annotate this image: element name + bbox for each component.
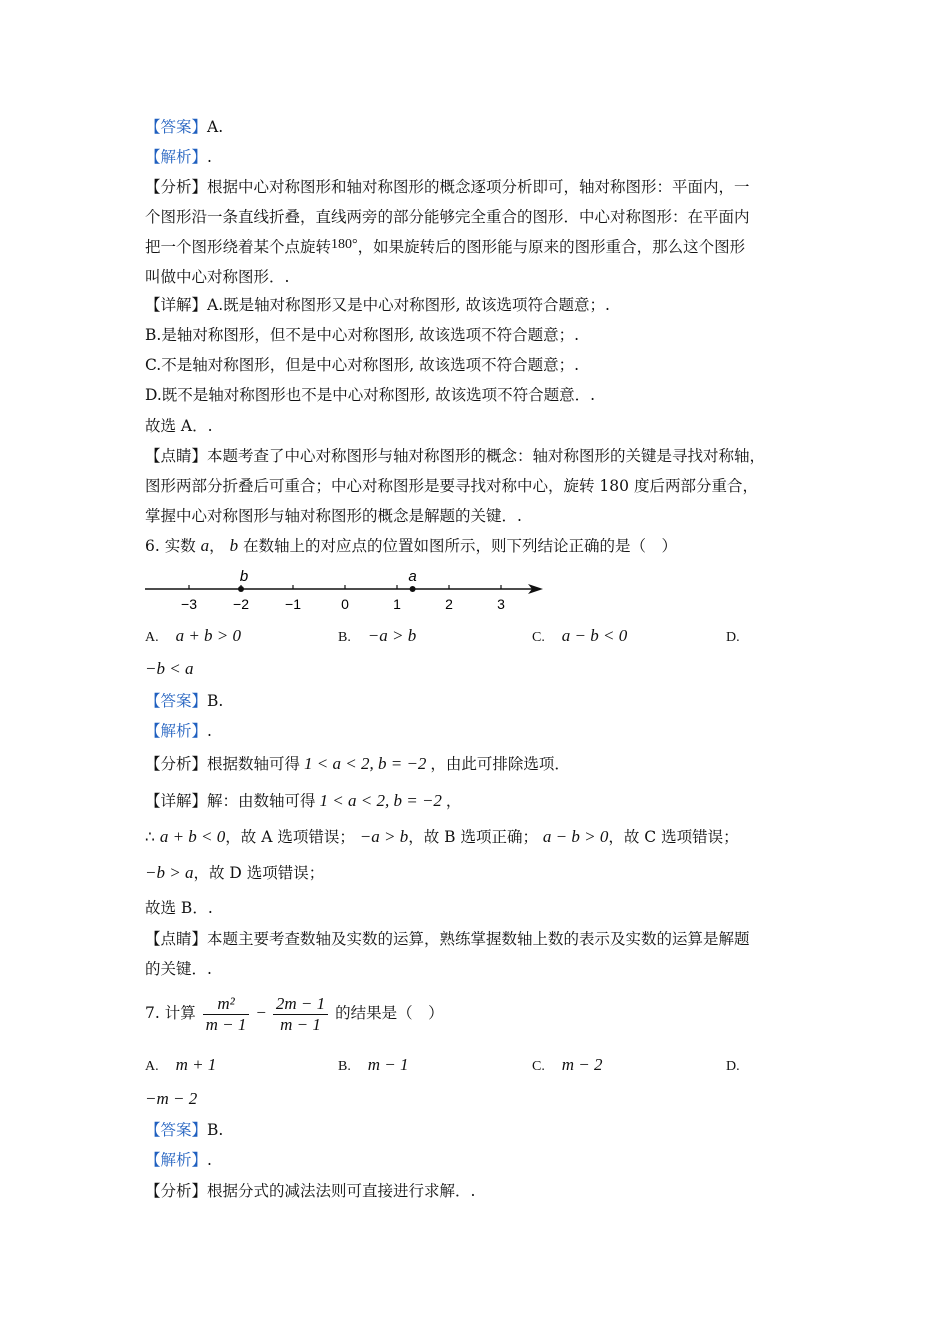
fenxi-text: ，如果旋转后的图形能与原来的图形重合，那么这个图形: [357, 238, 746, 256]
fraction-1: [203, 994, 250, 1035]
q5-choose: 故选 A．.: [145, 417, 213, 435]
dianjing-text: 本题主要考查数轴及实数的运算，熟练掌握数轴上数的表示及实数的运算是解题: [207, 930, 750, 948]
dianjing-tag: 【点睛】: [145, 447, 208, 465]
minus-sign: −: [256, 1003, 266, 1022]
fenxi-text: 根据数轴可得: [207, 755, 301, 773]
verdict-1: ，故 A 选项错误；: [225, 828, 355, 846]
option-expr: −b < a: [145, 659, 194, 678]
q6-option-a: [145, 625, 241, 649]
verdict-3: ，故 C 选项错误；: [608, 828, 739, 846]
q6-option-d-label: [726, 625, 740, 649]
q7-answer-line: [145, 1119, 223, 1141]
dianjing-tag: 【点睛】: [145, 930, 208, 948]
q5-answer-line: [145, 116, 223, 138]
xiangjie-math: 1 < a < 2, b = −2: [319, 791, 442, 810]
fenxi-text: ，由此可排除选项．: [430, 755, 570, 773]
option-label: B.: [338, 1059, 351, 1074]
xiangjie-text: 解：由数轴可得: [207, 792, 316, 810]
answer-value: B.: [207, 692, 224, 710]
q6-stem: [145, 535, 677, 557]
q5-option-c-analysis: C.不是轴对称图形，但是中心对称图形, 故该选项不符合题意；.: [145, 356, 580, 374]
q5-fenxi-line-4: 叫做中心对称图形．.: [145, 268, 290, 286]
answer-tag: 【答案】: [145, 1121, 208, 1139]
q6-jiexi-line: [145, 720, 212, 742]
q6-therefore-line: [145, 826, 739, 848]
fenxi-text: 把一个图形绕着某个点旋转: [145, 238, 332, 256]
stem-text: 6. 实数: [145, 537, 196, 555]
number-line-figure: [140, 565, 560, 615]
fenxi-text: 根据分式的减法法则可直接进行求解．.: [207, 1182, 476, 1200]
fenxi-math: 1 < a < 2, b = −2: [304, 754, 427, 773]
xiangjie-tag: 【详解】: [145, 792, 208, 810]
q6-option-c: [532, 625, 627, 649]
option-label: D.: [726, 630, 740, 645]
xiangjie-text: A.既是轴对称图形又是中心对称图形, 故该选项符合题意；.: [207, 296, 610, 314]
jiexi-tag: 【解析】: [145, 1151, 208, 1169]
q6-therefore-line-2: [145, 862, 324, 884]
answer-value: B.: [207, 1121, 224, 1139]
xiangjie-tag: 【详解】: [145, 296, 208, 314]
xiangjie-text: ，: [445, 792, 462, 810]
fraction-2: [273, 994, 328, 1035]
q5-option-d-analysis: D.既不是轴对称图形也不是中心对称图形, 故该选项不符合题意．.: [145, 386, 596, 404]
answer-value: A.: [207, 118, 224, 136]
q5-fenxi-line-3: [145, 236, 745, 260]
q5-option-b-analysis: B.是轴对称图形，但不是中心对称图形, 故该选项不符合题意；.: [145, 326, 580, 344]
q7-option-d-expr: [145, 1088, 197, 1110]
verdict-2: ，故 B 选项正确；: [408, 828, 538, 846]
point-a-label: a: [408, 568, 417, 585]
q7-option-b: [338, 1054, 409, 1078]
option-expr: a + b > 0: [175, 626, 242, 645]
fraction-2-denominator: m − 1: [280, 1014, 321, 1034]
q6-dianjing-line-2: 的关键．.: [145, 960, 212, 978]
fenxi-tag: 【分析】: [145, 755, 208, 773]
expr-4: −b > a: [145, 863, 194, 882]
option-expr: −m − 2: [145, 1089, 198, 1108]
point-b: [238, 586, 244, 592]
q5-dianjing-line-3: 掌握中心对称图形与轴对称图形的概念是解题的关键．.: [145, 507, 522, 525]
therefore-symbol: ∴: [145, 828, 155, 846]
fenxi-tag: 【分析】: [145, 1182, 208, 1200]
expr-1: a + b < 0: [159, 827, 226, 846]
tick-label: −3: [181, 596, 197, 612]
answer-tag: 【答案】: [145, 118, 208, 136]
q7-option-a: [145, 1054, 216, 1078]
option-label: C.: [532, 630, 545, 645]
q6-choose: 故选 B．.: [145, 899, 213, 917]
q7-stem: [145, 990, 444, 1036]
q6-xiangjie-line: [145, 790, 461, 812]
dianjing-text: 本题考查了中心对称图形与轴对称图形的概念：轴对称图形的关键是寻找对称轴，: [207, 447, 766, 465]
stem-text: 在数轴上的对应点的位置如图所示，则下列结论正确的是（ ）: [243, 537, 678, 555]
stem-text: 的结果是（ ）: [335, 1004, 444, 1022]
q6-option-b: [338, 625, 416, 649]
stem-text: 7. 计算: [145, 1004, 196, 1022]
tick-label: −2: [233, 596, 249, 612]
jiexi-tail: .: [207, 1151, 212, 1169]
expr-3: a − b > 0: [542, 827, 609, 846]
angle-180: 180°: [331, 237, 358, 252]
q6-option-d-expr: [145, 658, 193, 680]
q5-xiangjie-line: [145, 294, 610, 316]
jiexi-tail: .: [207, 722, 212, 740]
tick-label: 1: [393, 596, 401, 612]
fenxi-text: 根据中心对称图形和轴对称图形的概念逐项分析即可，轴对称图形：平面内，一: [207, 178, 750, 196]
fenxi-tag: 【分析】: [145, 178, 208, 196]
expr-2: −a > b: [359, 827, 409, 846]
option-label: A.: [145, 1059, 159, 1074]
jiexi-tag: 【解析】: [145, 722, 208, 740]
option-expr: −a > b: [367, 626, 417, 645]
q5-fenxi-line-1: [145, 176, 750, 198]
option-label: C.: [532, 1059, 545, 1074]
q6-answer-line: [145, 690, 223, 712]
point-a: [410, 586, 416, 592]
option-expr: m + 1: [175, 1055, 217, 1074]
jiexi-tail: .: [207, 148, 212, 166]
option-label: B.: [338, 630, 351, 645]
answer-tag: 【答案】: [145, 692, 208, 710]
q6-fenxi-line: [145, 753, 570, 775]
jiexi-tag: 【解析】: [145, 148, 208, 166]
q7-option-d-label: [726, 1054, 740, 1078]
q5-fenxi-line-2: 个图形沿一条直线折叠，直线两旁的部分能够完全重合的图形．中心对称图形：在平面内: [145, 208, 750, 226]
fraction-1-denominator: m − 1: [205, 1014, 247, 1034]
q7-option-c: [532, 1054, 603, 1078]
tick-label: 0: [341, 596, 349, 612]
tick-label: −1: [285, 596, 301, 612]
option-expr: m − 1: [367, 1055, 409, 1074]
q5-dianjing-line-2: 图形两部分折叠后可重合；中心对称图形是要寻找对称中心，旋转 180 度后两部分重合，: [145, 477, 758, 495]
option-label: A.: [145, 630, 159, 645]
option-label: D.: [726, 1059, 740, 1074]
q6-dianjing-line-1: [145, 928, 750, 950]
tick-label: 2: [445, 596, 453, 612]
fraction-2-numerator: 2m − 1: [273, 994, 328, 1015]
point-b-label: b: [239, 568, 249, 585]
q7-fenxi-line: [145, 1180, 475, 1202]
fraction-1-numerator: m²: [203, 994, 250, 1015]
option-expr: m − 2: [561, 1055, 603, 1074]
var-b: b: [229, 536, 239, 555]
option-expr: a − b < 0: [561, 626, 628, 645]
separator: ，: [209, 537, 225, 555]
q5-dianjing-line-1: [145, 445, 765, 467]
tick-label: 3: [497, 596, 505, 612]
verdict-4: ，故 D 选项错误；: [193, 864, 325, 882]
var-a: a: [200, 536, 210, 555]
q5-jiexi-line: [145, 146, 212, 168]
q7-jiexi-line: [145, 1149, 212, 1171]
